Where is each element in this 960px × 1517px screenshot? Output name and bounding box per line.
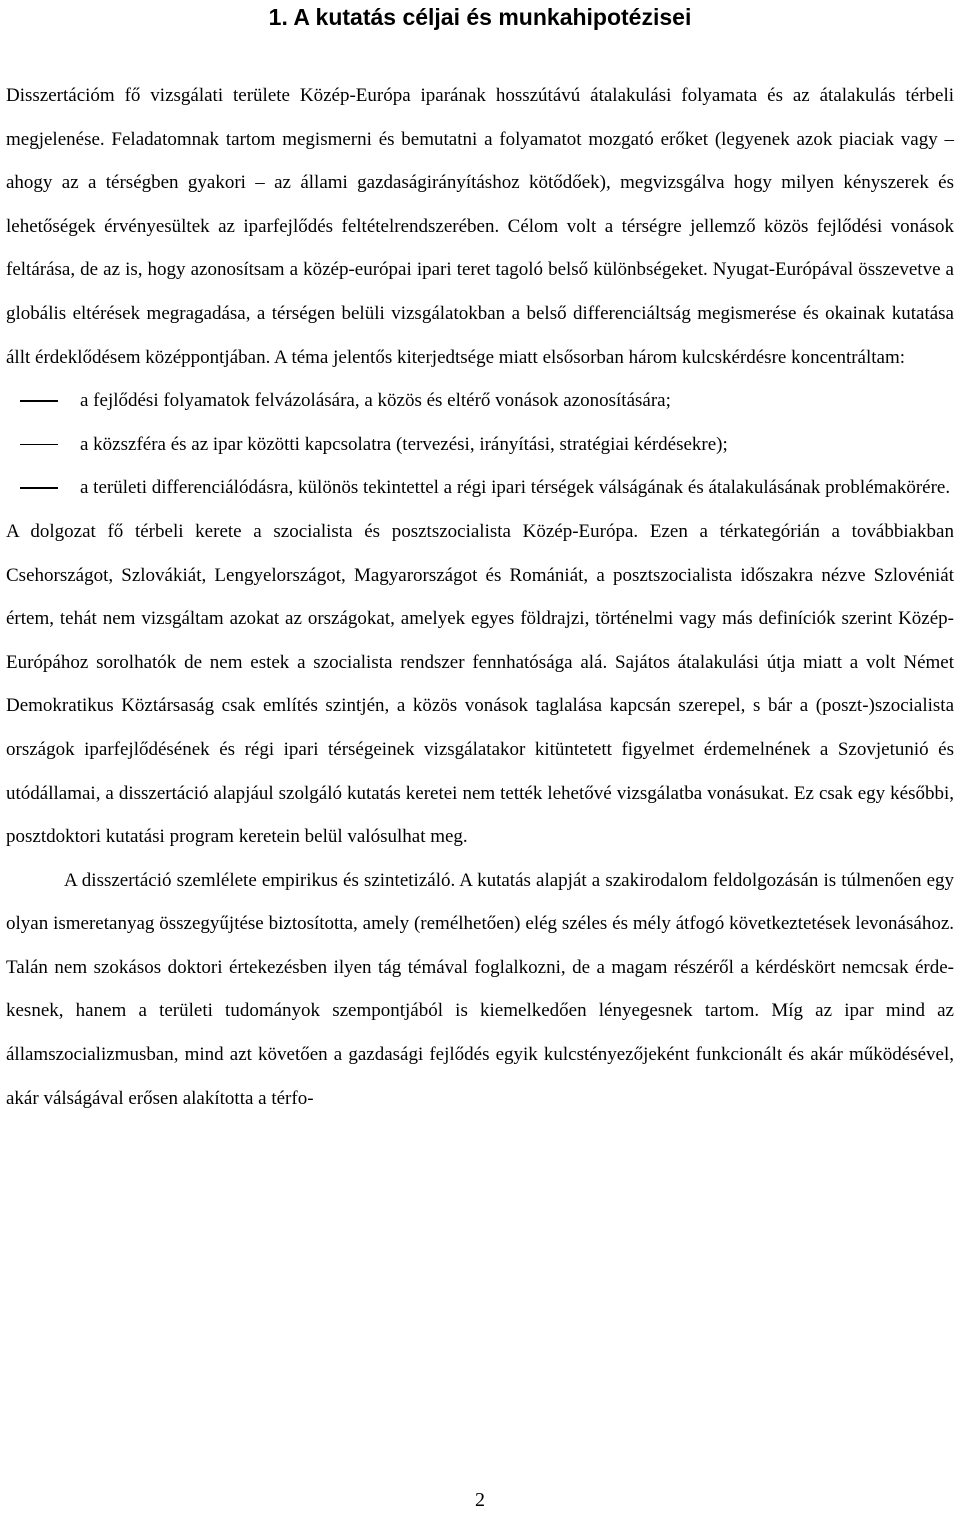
list-item — [6, 466, 954, 510]
key-questions-list — [6, 379, 954, 510]
list-item — [6, 379, 954, 423]
list-item-text: a közszféra és az ipar közötti kapcsolatra (tervezési, irányítási, stratégiai kérdésekre); — [80, 433, 728, 455]
list-item-text: a fejlődési folyamatok felvázolására, a közös és eltérő vonások azonosítására; — [80, 390, 671, 412]
dash-bullet-icon — [20, 400, 58, 402]
dash-bullet-icon — [20, 444, 58, 446]
body-paragraph-2: A dolgozat fő térbeli kerete a szocialista és posztszocialista Közép-Európa. Ezen a térkategórián a továbbiakban Csehországot, Szlovákiát, Lengyelországot, Magyarországot és Romániát, a posztszocialista időszakra nézve Szlovéniát értem, tehát nem vizsgáltam azokat az országokat, amelyek egyes földrajzi, történelmi vagy más definíciók szerint Közép-Európához sorolhatók de nem estek a szocialista rendszer fennhatósága alá. Sajátos átalakulási útja miatt a volt Német Demokratikus Köztársaság csak említés szintjén, a közös vonások taglalása kapcsán szerepel, s bár a (poszt-)szocialista országok iparfejlődésének és régi ipari térségeinek vizsgálatakor kitüntetett figyelmet érdemelnének a Szovjetunió és utódállamai, a disszertáció alapjául szolgáló kutatás keretei nem tették lehetővé vizsgálatba vonásukat. Ez csak egy későbbi, posztdoktori kutatási program keretein belül valósulhat meg. — [6, 520, 954, 848]
list-item-text: a területi differenciálódásra, különös tekintettel a régi ipari térségek válságának és átalakulásának problémakörére. — [80, 477, 951, 499]
body-paragraph-3: A disszertáció szemlélete empirikus és szintetizáló. A kutatás alapját a szakirodalom feldolgozásán is túlmenően egy olyan ismeretanyag összegyűjtése biztosította, amely (remélhetően) elég széles és mély átfogó következtetések levonásához. Talán nem szokásos doktori értekezésben ilyen tág témával foglalkozni, de a magam részéről a kérdéskört nemcsak érdekesnek, hanem a területi tudományok szempontjából is kiemelkedően lényegesnek tartom. Míg az ipar mind az államszocializmusban, mind azt követően a gazdasági fejlődés egyik kulcstényezőjeként funkcionált és akár működésével, akár válságával erősen alakította a térfo- — [6, 869, 954, 1109]
document-page — [6, 0, 954, 1120]
section-heading: 1. A kutatás céljai és munkahipotézisei — [268, 4, 692, 30]
list-item — [6, 423, 954, 467]
body-paragraph-1: Disszertációm fő vizsgálati területe Közép-Európa iparának hosszútávú átalakulási folyamata és az átalakulás térbeli megjelenése. Feladatomnak tartom megismerni és bemutatni a folyamatot mozgató erőket (legyenek azok piaciak vagy – ahogy az a térségben gyakori – az állami gazdaságirányításhoz kötődőek), megvizsgálva hogy milyen kényszerek és lehetőségek érvényesültek az iparfejlődés feltételrendszerében. Célom volt a térségre jellemző közös fejlődési vonások feltárása, de az is, hogy azonosítsam a közép-európai ipari teret tagoló belső különbségeket. Nyugat-Európával összevetve a globális eltérések megragadása, a térségen belüli vizsgálatokban a belső differenciáltság megismerése és okainak kutatása állt érdeklődésem középpontjában. A téma jelentős kiterjedtsége miatt elsősorban három kulcskérdésre koncentráltam: — [6, 85, 954, 368]
dash-bullet-icon — [20, 487, 58, 489]
page-number: 2 — [475, 1489, 485, 1511]
